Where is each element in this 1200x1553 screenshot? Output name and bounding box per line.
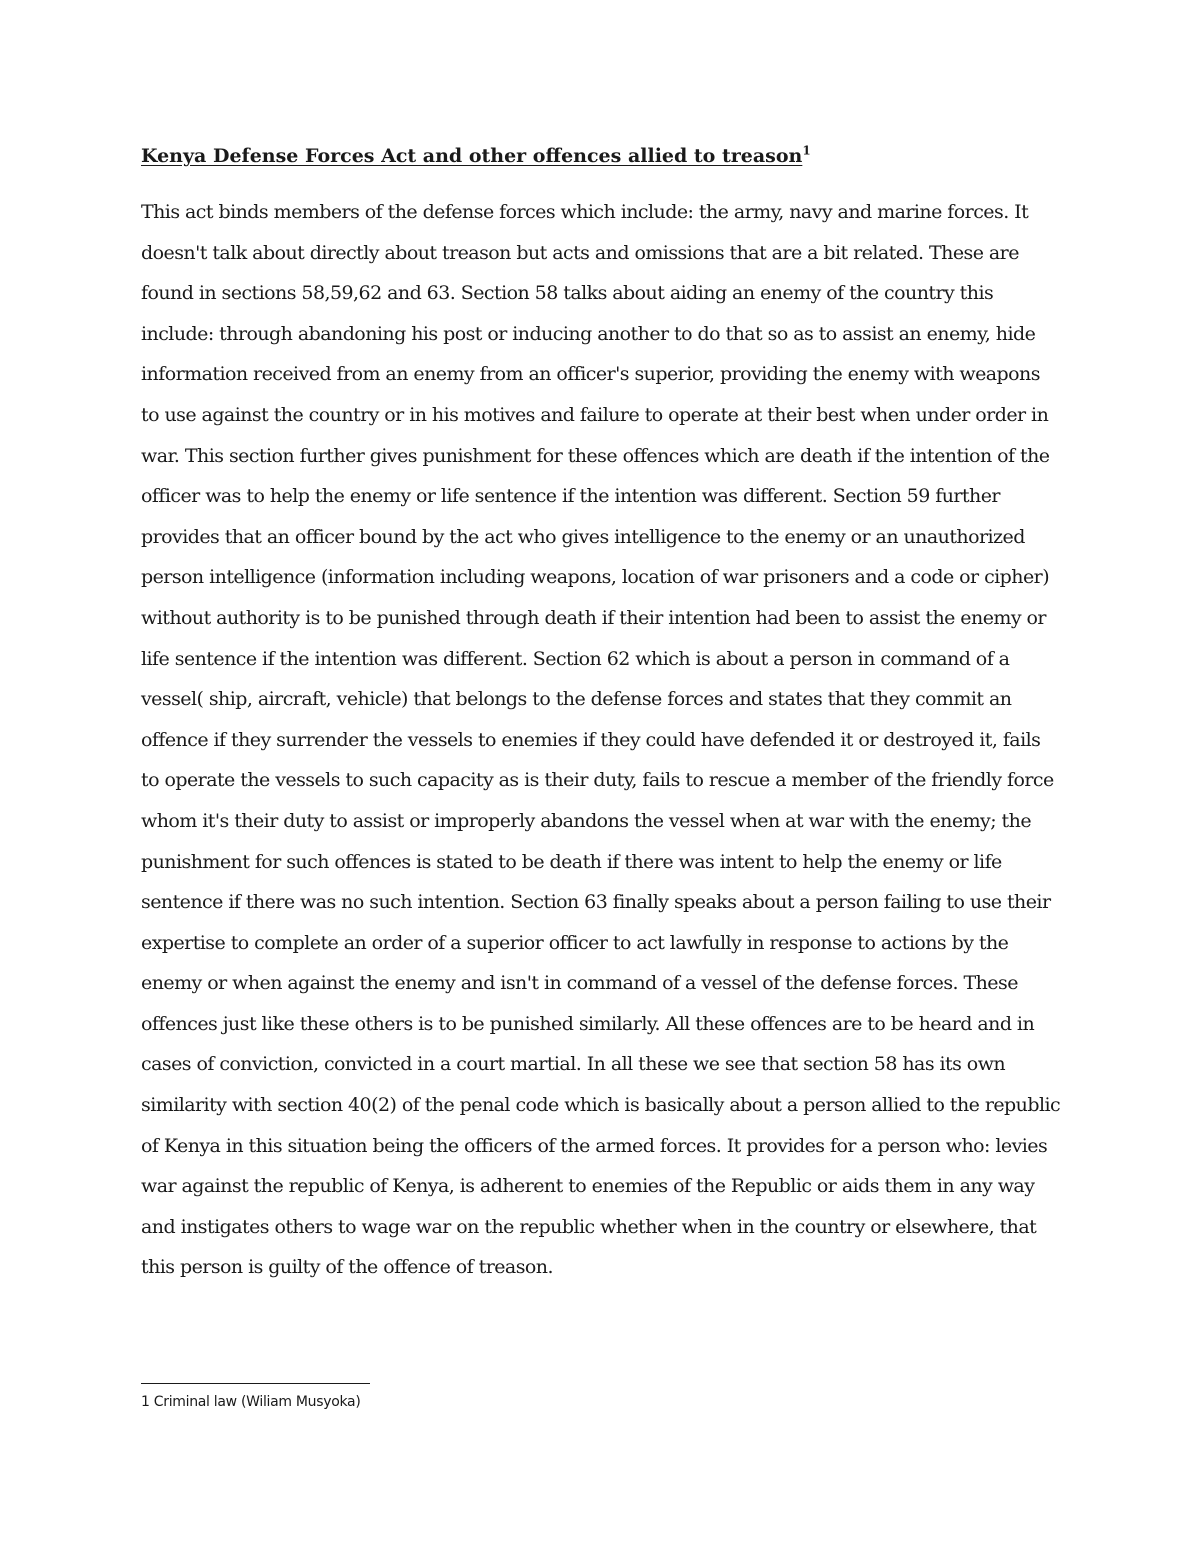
document-title-text: Kenya Defense Forces Act and other offences allied to treason — [141, 145, 803, 167]
body-paragraph: This act binds members of the defense forces which include: the army, navy and marine forces. It doesn't talk about directly about treason but acts and omissions that are a bit related. These are found in sections 58,59,62 and 63. Section 58 talks about aiding an enemy of the country this include: through abandoning his post or inducing another to do that so as to assist an enemy, hide information received from an enemy from an officer's superior, providing the enemy with weapons to use against the country or in his motives and failure to operate at their best when under order in war. This section further gives punishment for these offences which are death if the intention of the officer was to help the enemy or life sentence if the intention was different. Section 59 further provides that an officer bound by the act who gives intelligence to the enemy or an unauthorized person intelligence (information including weapons, location of war prisoners and a code or cipher) without authority is to be punished through death if their intention had been to assist the enemy or life sentence if the intention was different. Section 62 which is about a person in command of a vessel( ship, aircraft, vehicle) that belongs to the defense forces and states that they commit an offence if they surrender the vessels to enemies if they could have defended it or destroyed it, fails to operate the vessels to such capacity as is their duty, fails to rescue a member of the friendly force whom it's their duty to assist or improperly abandons the vessel when at war with the enemy; the punishment for such offences is stated to be death if there was intent to help the enemy or life sentence if there was no such intention. Section 63 finally speaks about a person failing to use their expertise to complete an order of a superior officer to act lawfully in response to actions by the enemy or when against the enemy and isn't in command of a vessel of the defense forces. These offences just like these others is to be punished similarly. All these offences are to be heard and in cases of conviction, convicted in a court martial. In all these we see that section 58 has its own similarity with section 40(2) of the penal code which is basically about a person allied to the republic of Kenya in this situation being the officers of the armed forces. It provides for a person who: levies war against the republic of Kenya, is adherent to enemies of the Republic or aids them in any way and instigates others to wage war on the republic whether when in the country or elsewhere, that this person is guilty of the offence of treason. — [141, 201, 1061, 1279]
document-title — [141, 142, 1061, 170]
footnote-text: 1 Criminal law (Wiliam Musyoka) — [141, 1394, 361, 1410]
footnote-reference[interactable]: 1 — [802, 143, 811, 158]
footnote-separator — [141, 1383, 370, 1384]
